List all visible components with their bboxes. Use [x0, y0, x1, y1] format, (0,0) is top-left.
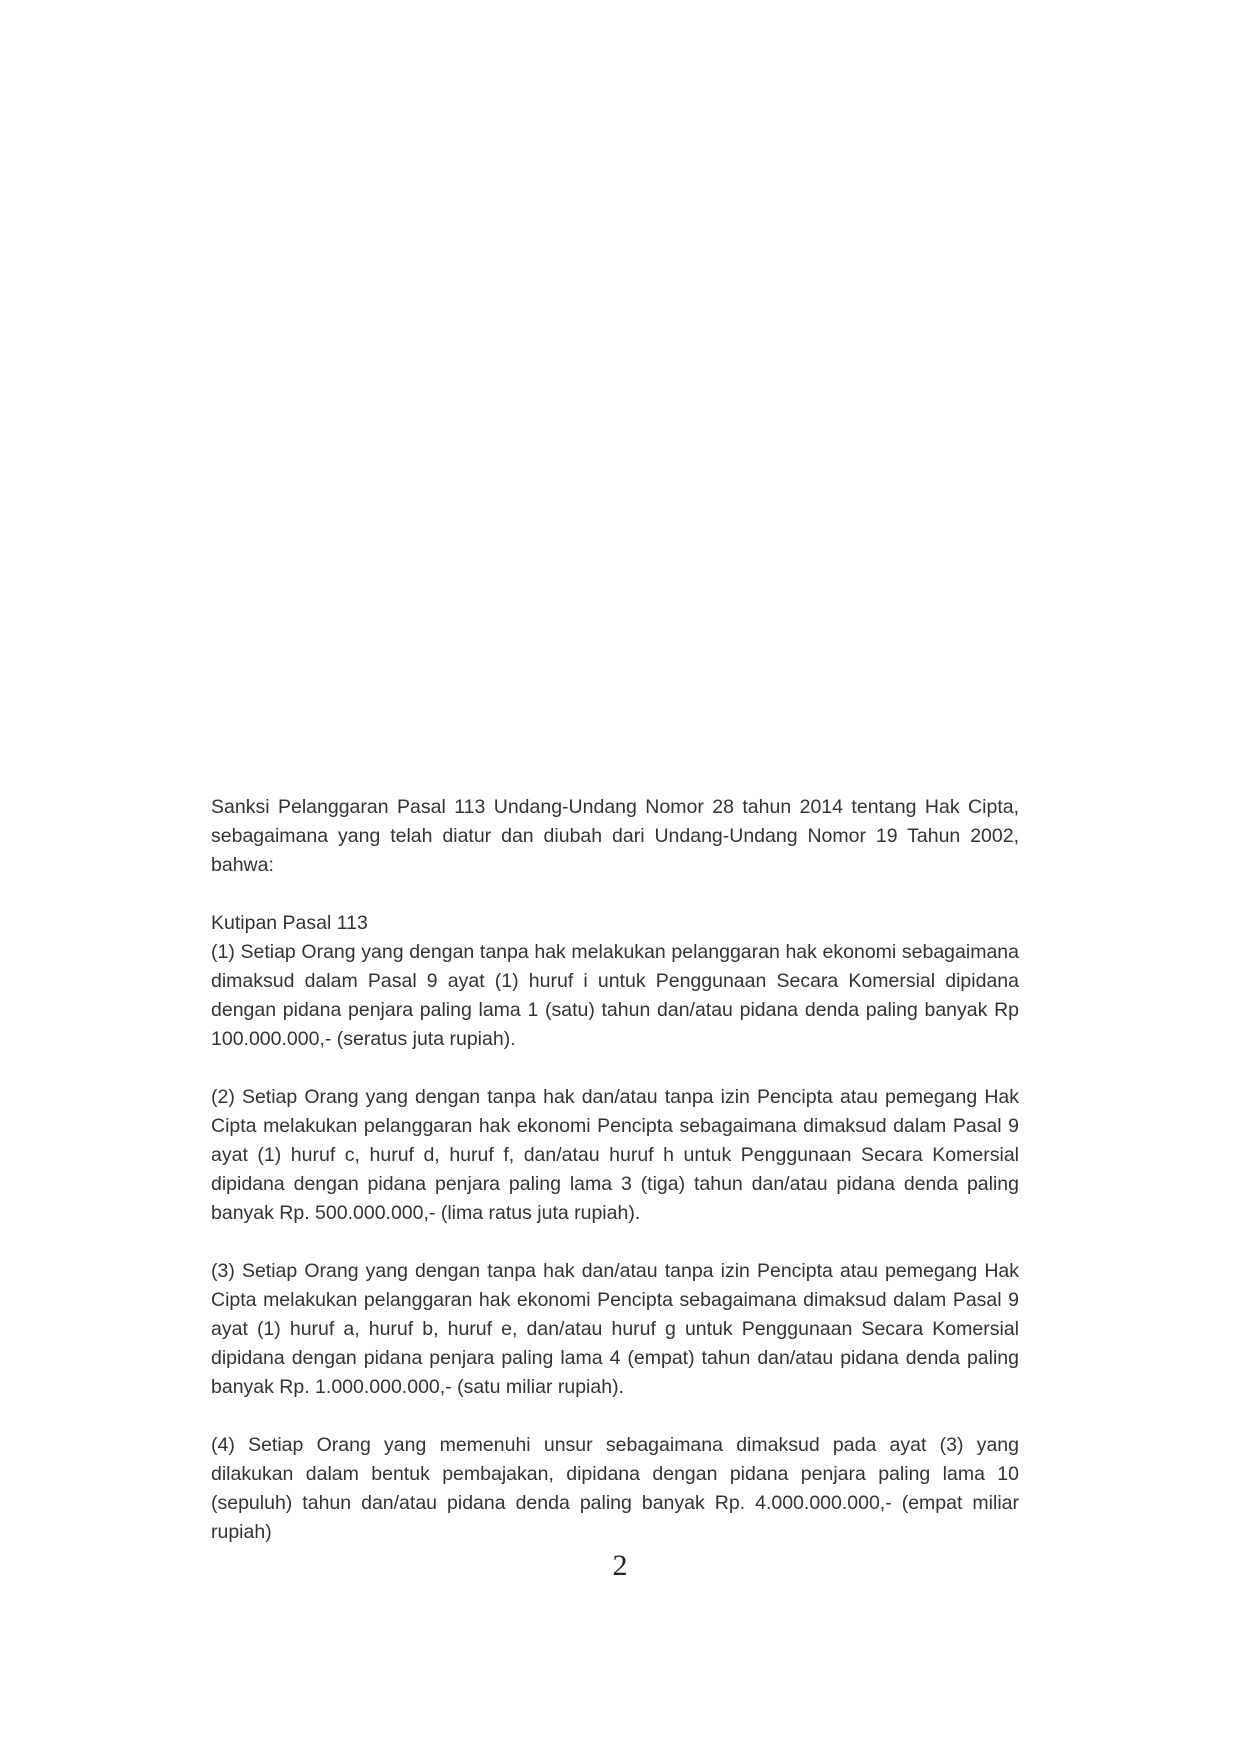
intro-paragraph: Sanksi Pelanggaran Pasal 113 Undang-Undang Nomor 28 tahun 2014 tentang Hak Cipta, sebagaimana yang telah diatur dan diubah dari Undang-Undang Nomor 19 Tahun 2002, bahwa:	[211, 796, 1019, 876]
page-number: 2	[612, 1549, 628, 1582]
copyright-notice	[211, 793, 1019, 1547]
section-heading: Kutipan Pasal 113	[211, 912, 368, 934]
clause-1: (1) Setiap Orang yang dengan tanpa hak melakukan pelanggaran hak ekonomi sebagaimana dimaksud dalam Pasal 9 ayat (1) huruf i untuk Penggunaan Secara Komersial dipidana dengan pidana penjara paling lama 1 (satu) tahun dan/atau pidana denda paling banyak Rp 100.000.000,- (seratus juta rupiah).	[211, 941, 1019, 1050]
clause-3: (3) Setiap Orang yang dengan tanpa hak dan/atau tanpa izin Pencipta atau pemegang Hak Cipta melakukan pelanggaran hak ekonomi Pencipta sebagaimana dimaksud dalam Pasal 9 ayat (1) huruf a, huruf b, huruf e, dan/atau huruf g untuk Penggunaan Secara Komersial dipidana dengan pidana penjara paling lama 4 (empat) tahun dan/atau pidana denda paling banyak Rp. 1.000.000.000,- (satu miliar rupiah).	[211, 1260, 1019, 1398]
clause-4: (4) Setiap Orang yang memenuhi unsur sebagaimana dimaksud pada ayat (3) yang dilakukan dalam bentuk pembajakan, dipidana dengan pidana penjara paling lama 10 (sepuluh) tahun dan/atau pidana denda paling banyak Rp. 4.000.000.000,- (empat miliar rupiah)	[211, 1434, 1019, 1543]
clause-2: (2) Setiap Orang yang dengan tanpa hak dan/atau tanpa izin Pencipta atau pemegang Hak Cipta melakukan pelanggaran hak ekonomi Pencipta sebagaimana dimaksud dalam Pasal 9 ayat (1) huruf c, huruf d, huruf f, dan/atau huruf h untuk Penggunaan Secara Komersial dipidana dengan pidana penjara paling lama 3 (tiga) tahun dan/atau pidana denda paling banyak Rp. 500.000.000,- (lima ratus juta rupiah).	[211, 1086, 1019, 1224]
